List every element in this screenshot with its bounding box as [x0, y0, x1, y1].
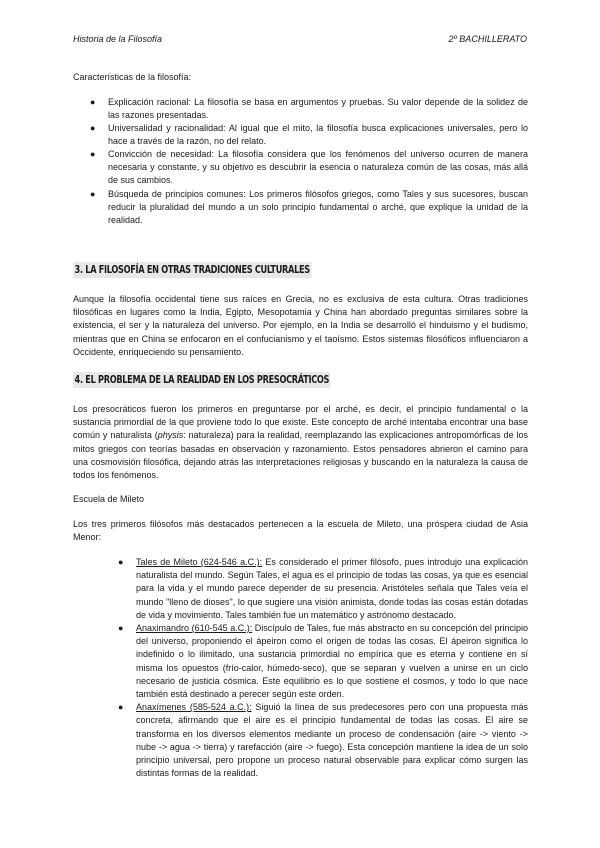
philosopher-name: Anaximandro (610-545 a.C.):: [136, 623, 253, 633]
list-item: ● Convicción de necesidad: La filosofía considera que los fenómenos del universo ocurren de manera necesaria y constante, y su objetivo es descubrir la esencia o naturaleza común de las cosas, más allá de sus cambios.: [90, 149, 528, 186]
miletus-intro: Los tres primeros filósofos más destacados pertenecen a la escuela de Mileto, una próspera ciudad de Asia Menor:: [73, 519, 528, 543]
bullet-icon: ●: [90, 188, 96, 199]
list-item: ● Universalidad y racionalidad: Al igual que el mito, la filosofía busca explicaciones universales, pero lo hace a través de la razón, no del relato.: [90, 123, 528, 147]
bullet-icon: ●: [118, 702, 124, 713]
section-4-text: Los presocráticos fueron los primeros en preguntarse por el arché, es decir, el principio fundamental o la sustancia primordial de la que proviene todo lo que existe. Este concepto de arché intentaba encontrar una base común y naturalista (physis: naturaleza) para la realidad, reemplazando las explicaciones antropomórficas de los mitos griegos con teorías basadas en observación y razonamiento. Estos pensadores abrieron el camino para una cosmovisión filosófica, dejando atrás las interpretaciones religiosas y buscando en la naturaleza la causa de todos los fenómenos.: [73, 404, 528, 481]
bullet-icon: ●: [118, 557, 124, 567]
bullet-icon: ●: [118, 623, 124, 633]
section-4-heading: 4. EL PROBLEMA DE LA REALIDAD EN LOS PRESOCRÁTICOS: [74, 374, 330, 386]
section-3-heading: 3. LA FILOSOFÍA EN OTRAS TRADICIONES CULTURALES: [74, 264, 310, 276]
header-course: 2º BACHILLERATO: [448, 34, 527, 44]
list-item: ● Anaxímenes (585-524 a.C.): Siguió la línea de sus predecesores pero con una propuesta más concreta, afirmando que el aire es el principio fundamental de todas las cosas. El aire se transforma en los diversos elementos mediante un proceso de condensación (aire -> viento -> nube -> agua -> tierra) y rarefacción (aire -> fuego). Esta concepción mantiene la idea de un solo principio universal, pero propone un proceso natural observable para explicar cómo surgen las distintas formas de la realidad.: [118, 702, 528, 779]
list-item: ● Anaximandro (610-545 a.C.): Discípulo de Tales, fue más abstracto en su concepción del principio del universo, proponiendo el ápeiron como el origen de todas las cosas. El ápeiron significa lo indefinido o lo ilimitado, una sustancia primordial no empírica que es eterna y contiene en sí misma los opuestos (frío-calor, húmedo-seco), que se separan y vuelven a unirse en un ciclo necesario de justicia cósmica. Este equilibrio es lo que sostiene el cosmos, y todo lo que nace también está destinado a perecer según este orden.: [118, 623, 528, 700]
bullet-icon: ●: [90, 97, 96, 107]
page-header: [73, 34, 527, 48]
philosopher-name: Tales de Mileto (624-546 a.C.):: [136, 557, 263, 567]
section-3-text: Aunque la filosofía occidental tiene sus raíces en Grecia, no es exclusiva de esta cultura. Otras tradiciones filosóficas en lugares como la India, Egipto, Mesopotamia y China han abordado preguntas similares sobre la existencia, el ser y la naturaleza del universo. Por ejemplo, en la India se desarrolló el hinduismo y el budismo, mientras que en China se enfocaron en el confucianismo y el taoísmo. Estos sistemas filosóficos influenciaron a Occidente, enriqueciendo su pensamiento.: [73, 294, 528, 357]
features-list: [90, 96, 528, 227]
features-title: Características de la filosofía:: [73, 72, 192, 82]
philosopher-name: Anaxímenes (585-524 a.C.):: [136, 702, 252, 713]
header-subject: Historia de la Filosofía: [73, 34, 163, 44]
bullet-icon: ●: [90, 149, 96, 159]
bullet-icon: ●: [90, 123, 96, 133]
miletus-title: Escuela de Mileto: [73, 494, 145, 504]
list-item: ● Búsqueda de principios comunes: Los primeros filósofos griegos, como Tales y sus sucesores, buscan reducir la pluralidad del mundo a un solo principio fundamental o arché, que explique la unidad de la realidad.: [90, 188, 528, 225]
list-item: ● Explicación racional: La filosofía se basa en argumentos y pruebas. Su valor depende de la solidez de las razones presentadas.: [90, 97, 528, 121]
philosophers-list: [118, 556, 528, 780]
list-item: ● Tales de Mileto (624-546 a.C.): Es considerado el primer filósofo, pues introdujo una explicación naturalista del mundo. Según Tales, el agua es el principio de todas las cosas, ya que es esencial para la vida y el mundo parece depender de su presencia. Aristóteles señala que Tales veía el mundo "lleno de dioses", lo que sugiere una visión animista, donde todas las cosas están dotadas de vida y movimiento. Tales también fue un matemático y astrónomo destacado.: [118, 557, 528, 620]
